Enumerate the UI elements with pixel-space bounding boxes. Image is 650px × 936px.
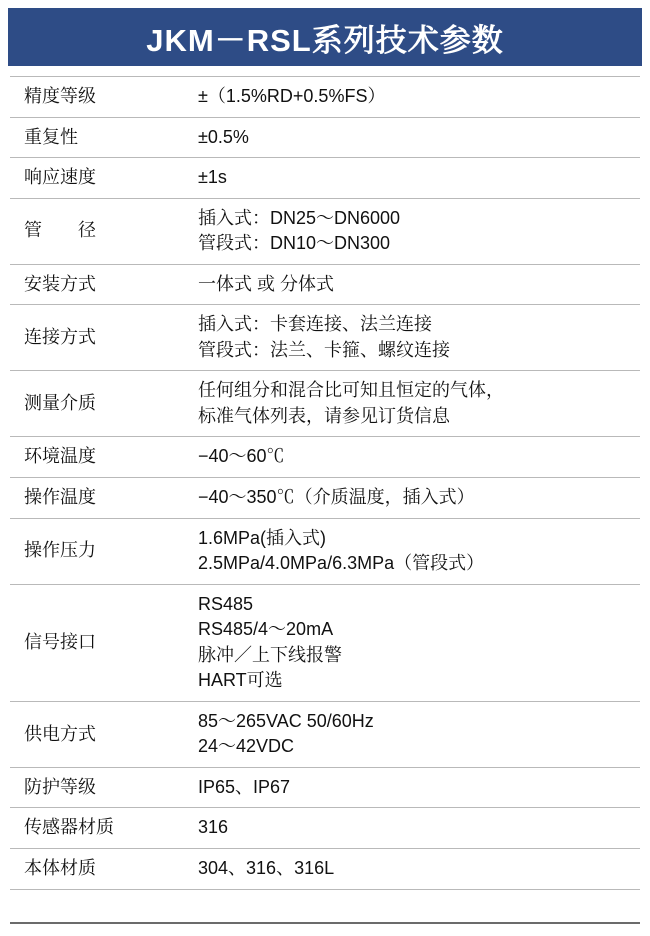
value-line: ±（1.5%RD+0.5%FS） [198,86,386,106]
row-value [190,264,640,305]
table-row [10,305,640,371]
title-bar [8,8,642,66]
table-row [10,808,640,849]
row-value [190,371,640,437]
row-label: 安装方式 [24,273,96,294]
row-label: 环境温度 [24,446,96,467]
value-line: −40～60℃ [198,446,285,467]
value-line: 24～42VDC [198,736,295,757]
value-line: 管段式：法兰、卡箍、螺纹连接 [198,339,450,360]
value-line: 一体式 或 分体式 [198,273,335,294]
row-label: 重复性 [24,126,78,147]
table-row [10,701,640,767]
page-title: JKM－RSL系列技术参数 [146,22,504,58]
row-label: 测量介质 [24,393,96,414]
row-label: 精度等级 [24,86,96,106]
table-row [10,437,640,478]
row-value [190,767,640,808]
table-row [10,198,640,264]
row-label: 信号接口 [24,631,96,652]
value-line: RS485/4～20mA [198,619,334,640]
value-line: IP65、IP67 [198,776,291,797]
value-line: 316 [198,817,229,838]
value-line: 插入式：卡套连接、法兰连接 [198,314,432,335]
value-line: −40～350℃（介质温度，插入式） [198,487,475,508]
row-value [190,198,640,264]
table-row [10,371,640,437]
value-line: 304、316、316L [198,858,335,879]
value-line: HART可选 [198,670,283,691]
row-label: 供电方式 [24,723,96,744]
value-line: ±1s [198,167,227,188]
row-value [190,808,640,849]
table-row [10,584,640,701]
row-value [190,437,640,478]
value-line: 标准气体列表，请参见订货信息 [198,405,450,426]
value-line: 85～265VAC 50/60Hz [198,710,374,731]
bottom-divider [10,922,640,924]
row-label: 防护等级 [24,776,96,797]
table-row [10,767,640,808]
value-line: 管段式：DN10～DN300 [198,233,391,254]
value-line: 1.6MPa(插入式) [198,527,327,548]
value-line: 插入式：DN25～DN6000 [198,207,401,228]
row-value [190,117,640,158]
spec-sheet [0,8,650,936]
table-row [10,518,640,584]
row-label: 管 径 [24,220,96,241]
table-body [10,77,640,890]
row-value [190,701,640,767]
row-value [190,518,640,584]
value-line: RS485 [198,593,254,614]
row-value [190,849,640,890]
table-row [10,478,640,519]
row-value [190,77,640,118]
value-line: 脉冲／上下线报警 [198,644,342,665]
specification-table [10,76,640,890]
value-line: 任何组分和混合比可知且恒定的气体， [198,380,504,401]
row-label: 响应速度 [24,167,96,188]
table-row [10,77,640,118]
row-label: 操作压力 [24,540,96,561]
table-row [10,264,640,305]
table-row [10,117,640,158]
row-value [190,584,640,701]
row-label: 连接方式 [24,327,96,348]
row-value [190,305,640,371]
row-label: 传感器材质 [24,817,114,838]
row-label: 操作温度 [24,487,96,508]
table-row [10,158,640,199]
row-value [190,158,640,199]
value-line: 2.5MPa/4.0MPa/6.3MPa（管段式） [198,553,485,574]
row-value [190,478,640,519]
table-row [10,849,640,890]
value-line: ±0.5% [198,126,249,147]
row-label: 本体材质 [24,858,96,879]
